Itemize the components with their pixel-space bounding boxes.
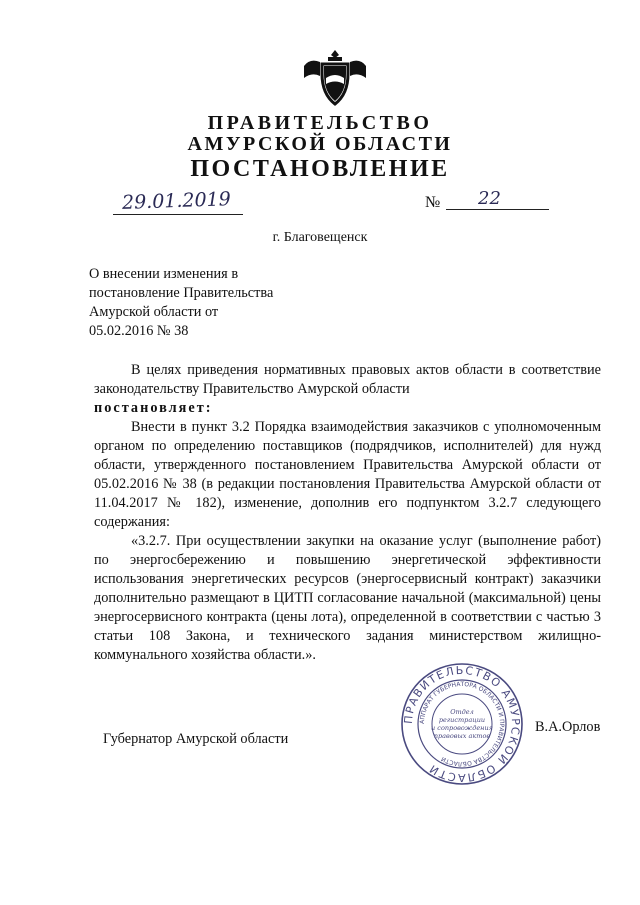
stamp-center-line: правовых актов (433, 732, 491, 740)
decides-word: постановляет: (94, 400, 213, 416)
subject-line: Амурской области от (89, 304, 219, 320)
new-subclause-paragraph: «3.2.7. При осуществлении закупки на оказание услуг (выполнение работ) по энергосбережению и повышению энергетической эффективности использования энергетических ресурсов (энергосервисный контракт) заказчики дополнительно размещают в ЦИТП согласование начальной (максимальной) цены энергосервисного контракта (цены лота), определенной в соответствии с частью 3 статьи 108 Закона, и технического задания министерством жилищно-коммунального хозяйства области.». (94, 533, 601, 663)
coat-of-arms-icon (300, 48, 370, 108)
stamp-center-line: Отдел (450, 708, 474, 716)
preamble-paragraph: В целях приведения нормативных правовых актов области в соответствие законодательству Правительство Амурской области (94, 362, 601, 397)
stamp-center-line: регистрации (438, 716, 486, 724)
document-number: 22 (478, 188, 501, 209)
stamp-inner-text: АППАРАТ ГУБЕРНАТОРА ОБЛАСТИ И ПРАВИТЕЛЬСТВА ОБЛАСТИ (418, 680, 506, 768)
number-label: № (425, 194, 441, 211)
signatory-name: В.А.Орлов (535, 719, 601, 735)
subject-line: 05.02.2016 № 38 (89, 323, 189, 339)
subject-line: постановление Правительства (89, 285, 274, 301)
subject-line: О внесении изменения в (89, 266, 239, 282)
stamp-center-line: и сопровождения (431, 724, 493, 732)
document-date: 29.01.2019 (121, 188, 232, 214)
signatory-title: Губернатор Амурской области (103, 731, 289, 747)
amendment-paragraph: Внести в пункт 3.2 Порядка взаимодействия заказчиков с уполномоченным органом по определению поставщиков (подрядчиков, исполнителей) для нужд области, утвержденного постановлением Правительства Амурской области от 05.02.2016 № 38 (в редакции постановления Правительства Амурской области от 11.04.2017 № 182), изменение, дополнив его подпунктом 3.2.7 следующего содержания: (94, 419, 601, 530)
region-heading: АМУРСКОЙ ОБЛАСТИ (187, 133, 453, 155)
document-body (94, 361, 601, 665)
number-underline (446, 209, 549, 210)
government-heading: ПРАВИТЕЛЬСТВО (207, 112, 433, 134)
date-underline (113, 214, 243, 215)
document-subject (89, 265, 369, 341)
official-stamp (400, 662, 524, 786)
stamp-outer-text: ПРАВИТЕЛЬСТВО АМУРСКОЙ ОБЛАСТИ (401, 663, 523, 785)
document-type-heading: ПОСТАНОВЛЕНИЕ (190, 156, 450, 182)
city-line: г. Благовещенск (272, 230, 368, 245)
